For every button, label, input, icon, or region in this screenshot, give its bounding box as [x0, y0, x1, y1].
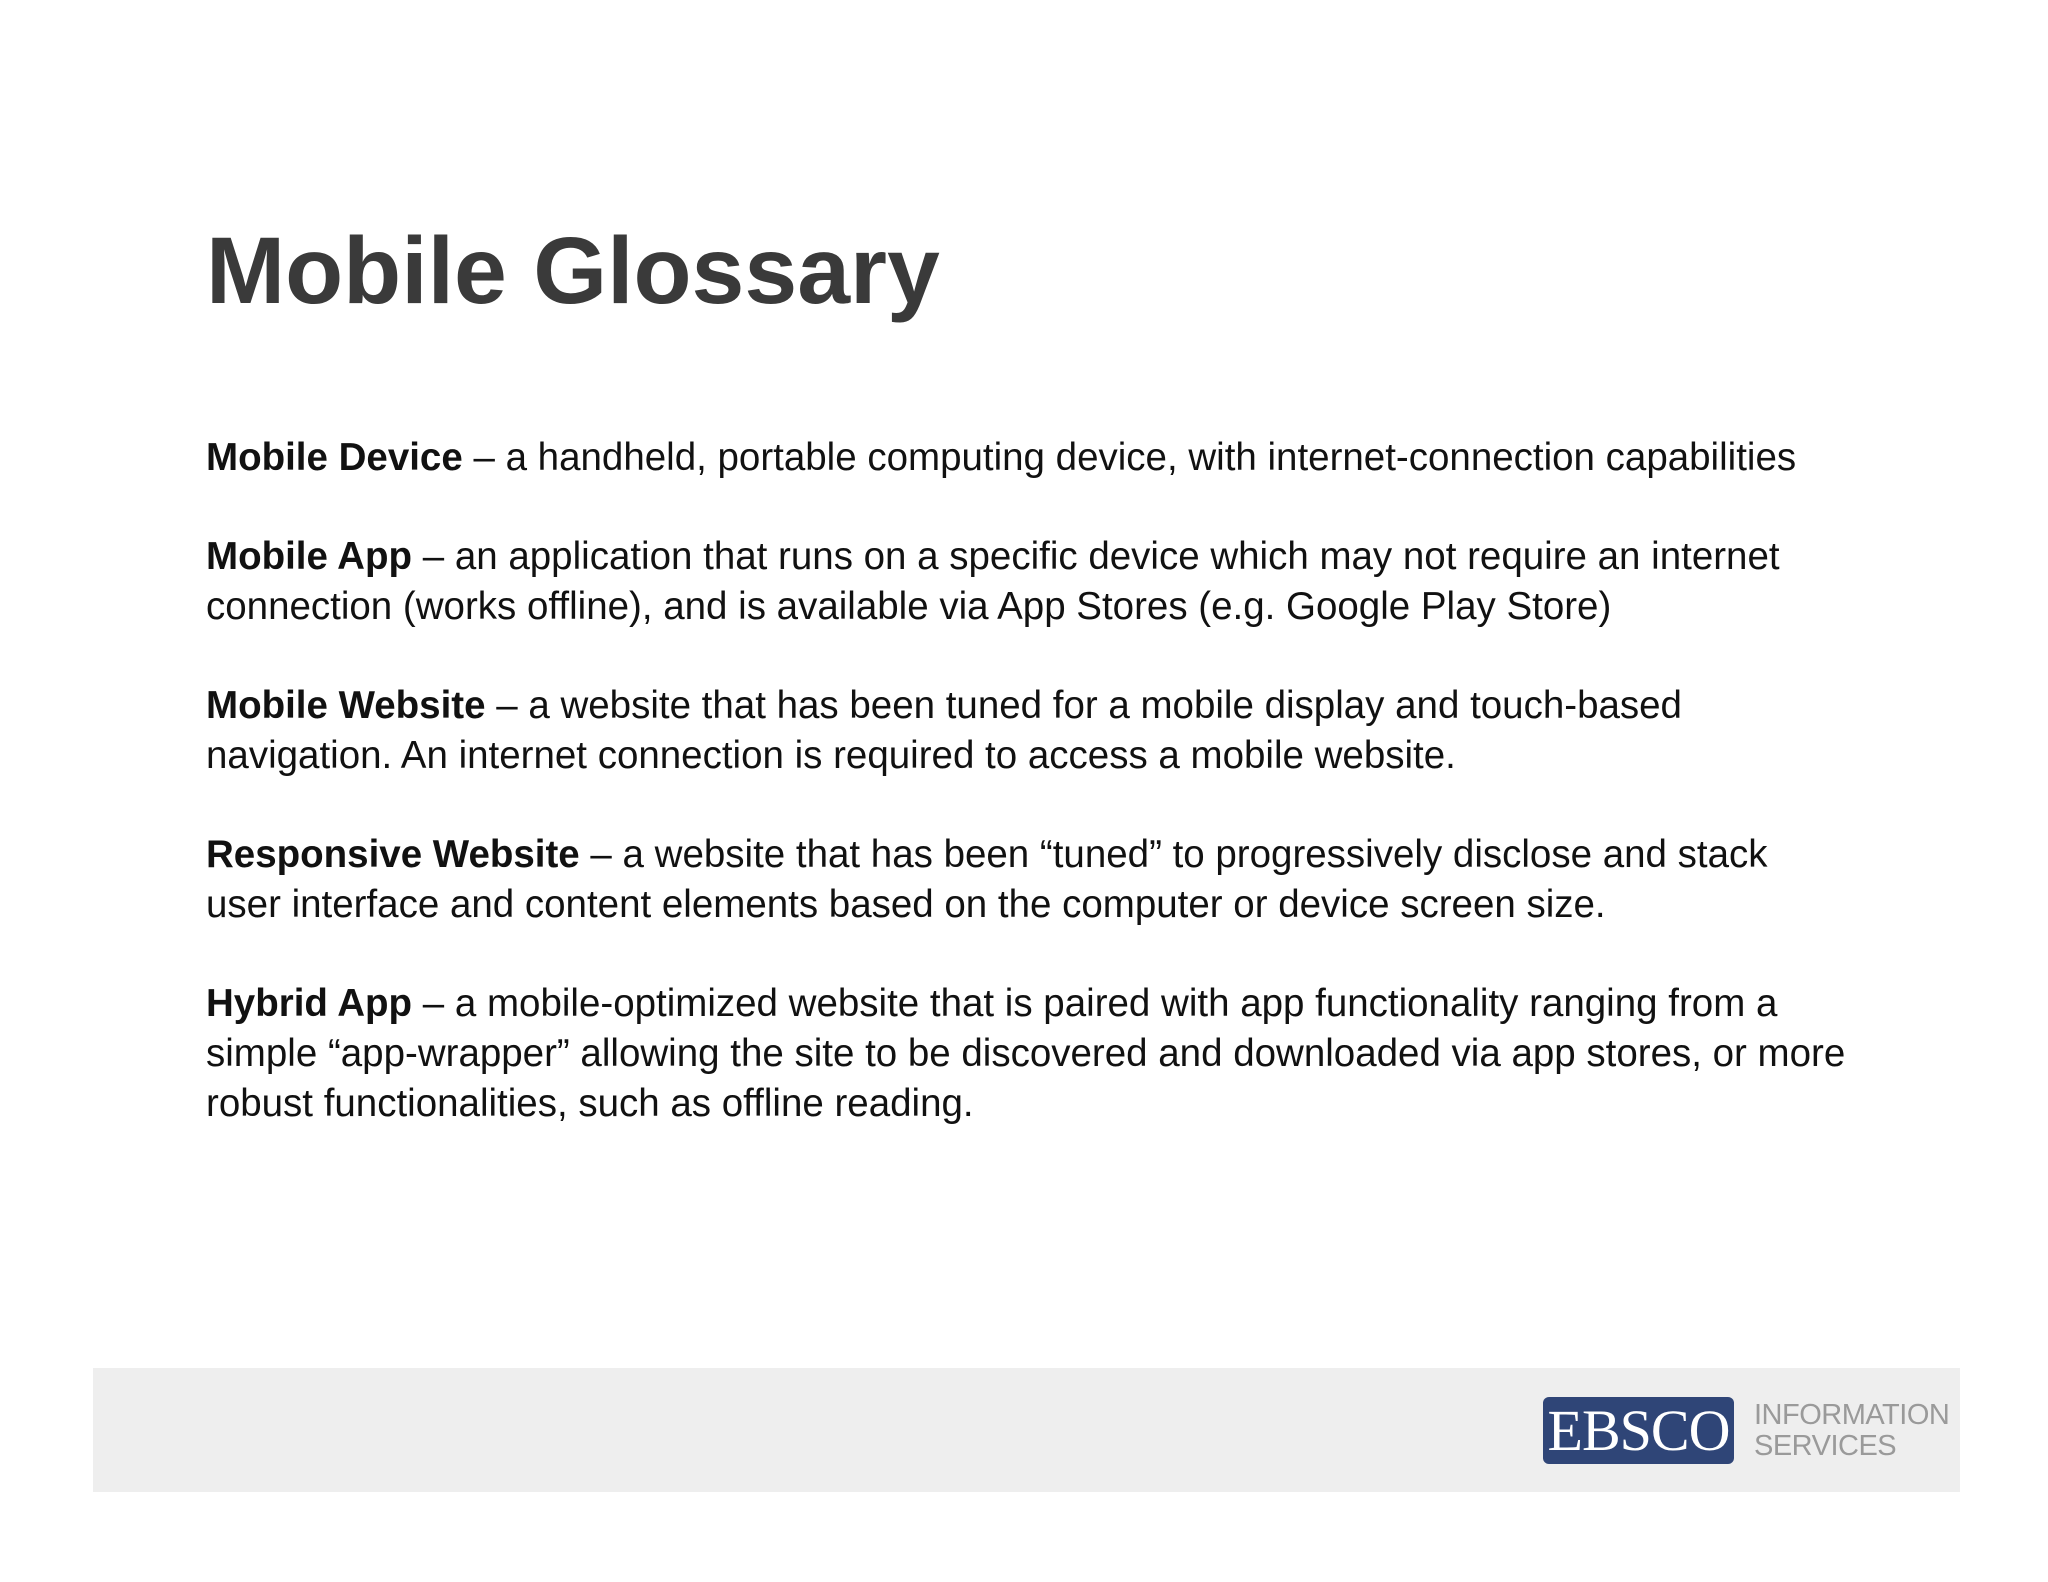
glossary-term: Mobile App [206, 535, 413, 578]
glossary-definition: – a mobile-optimized website that is paired with app functionality ranging from a simple “app-wrapper” allowing the site to be discovered and downloaded via app stores, or more robust functionalities, such as offline reading. [206, 982, 1846, 1125]
glossary-term: Mobile Website [206, 684, 486, 727]
tagline-line-1: INFORMATION [1754, 1398, 1950, 1431]
tagline-line-2: SERVICES [1754, 1429, 1897, 1462]
glossary-term: Hybrid App [206, 982, 413, 1025]
glossary-definition: – a handheld, portable computing device, with internet-connection capabilities [462, 436, 1797, 479]
glossary-entry-responsive-website [206, 830, 1846, 930]
glossary-entry-hybrid-app [206, 979, 1846, 1129]
glossary-entry-mobile-app [206, 532, 1846, 632]
glossary-entry-mobile-website [206, 681, 1846, 781]
glossary-list [206, 433, 1846, 1178]
ebsco-logo [1543, 1397, 1949, 1464]
glossary-term: Responsive Website [206, 833, 580, 876]
slide-title: Mobile Glossary [206, 218, 940, 324]
glossary-term: Mobile Device [206, 436, 463, 479]
glossary-definition: – an application that runs on a specific device which may not require an internet connection (works offline), and is available via App Stores (e.g. Google Play Store) [206, 535, 1780, 628]
glossary-entry-mobile-device [206, 433, 1846, 483]
ebsco-logo-tagline [1754, 1400, 1949, 1462]
glossary-definition: – a website that has been tuned for a mobile display and touch-based navigation. An internet connection is required to access a mobile website. [206, 684, 1682, 777]
glossary-definition: – a website that has been “tuned” to progressively disclose and stack user interface and content elements based on the computer or device screen size. [206, 833, 1768, 926]
ebsco-logo-mark: EBSCO [1543, 1397, 1734, 1464]
